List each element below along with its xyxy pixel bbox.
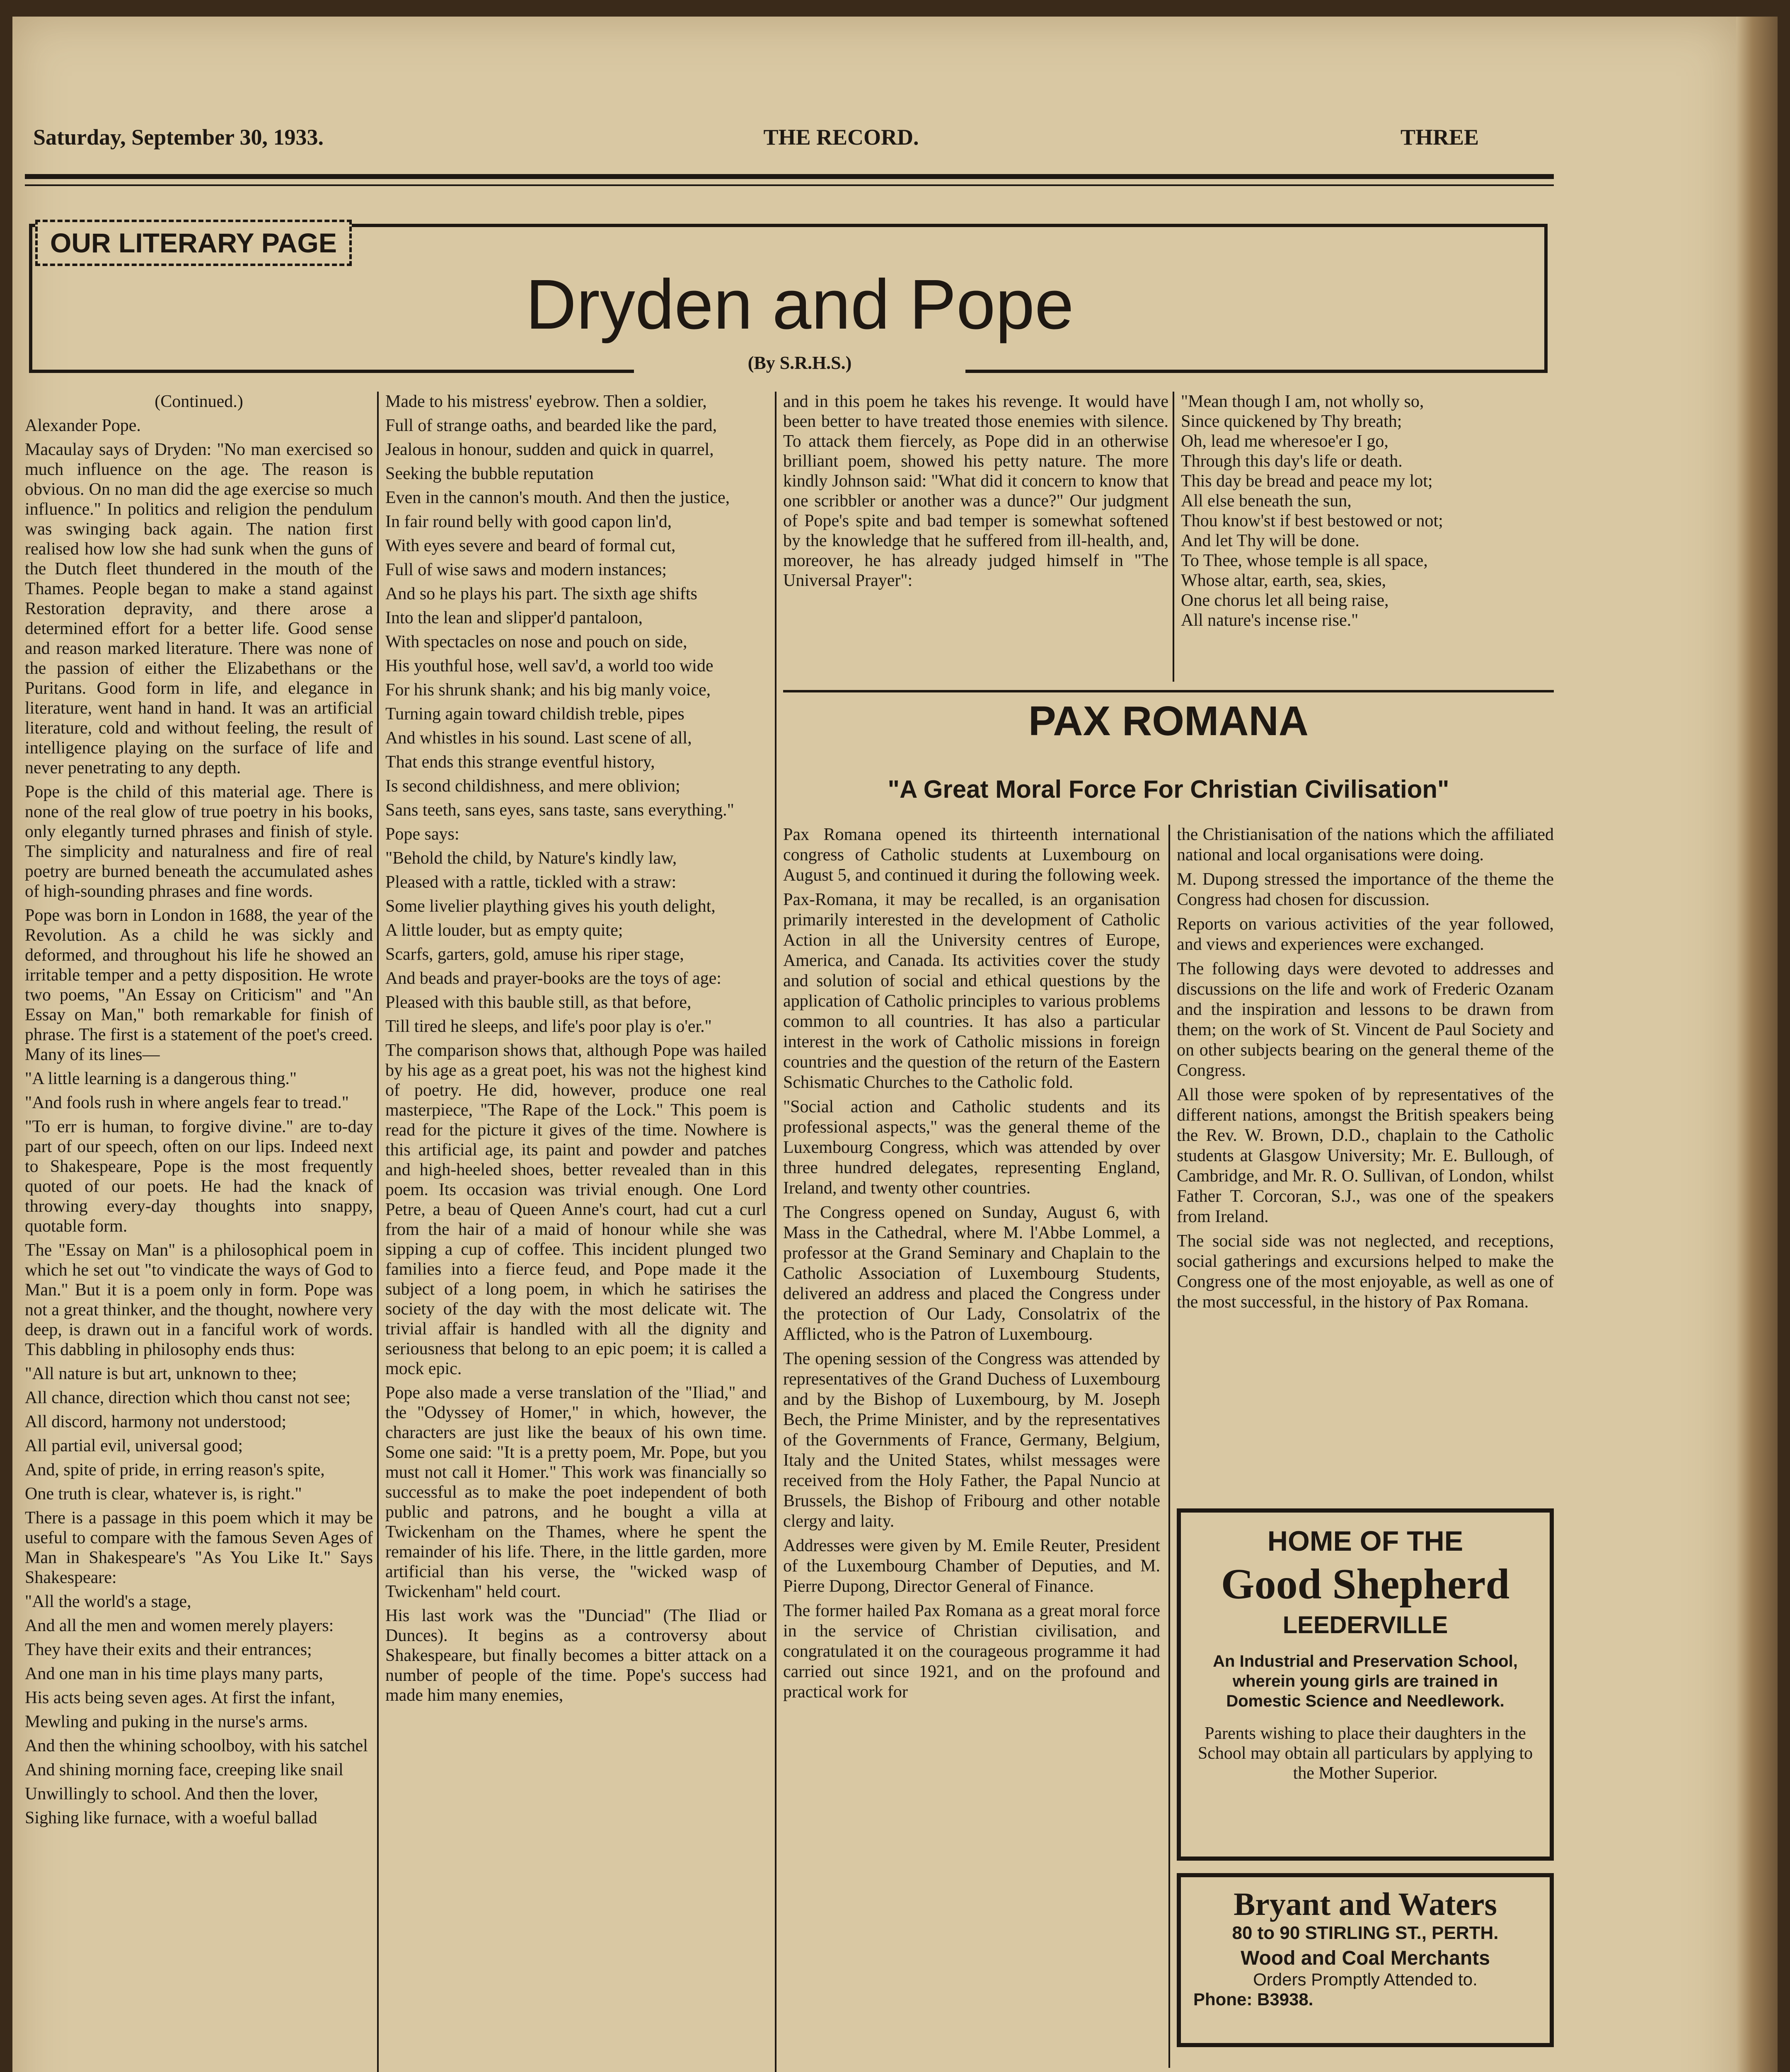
article-paragraph: Pope says: [385, 825, 460, 844]
poem-line: Through this day's life or death. [1181, 452, 1403, 471]
poem-line: All nature's incense rise." [1181, 611, 1359, 630]
article-paragraph: "All the world's a stage, [25, 1592, 191, 1611]
article-paragraph: And then the whining schoolboy, with his satchel [25, 1736, 368, 1755]
newspaper-page [12, 17, 1736, 2072]
article-paragraph: Pope was born in London in 1688, the year of the Revolution. As a child he was sickly and deformed, and throughout his life he showed an irritable temper and a petty disposition. He wrote two poems, "An Essay on Criticism" and "An Essay on Man," both remarkable for finish of phrase. The first is a statement of the poet's creed. Many of its lines— [25, 906, 373, 1064]
column-rule-3 [1173, 392, 1174, 682]
shepherd-line1: HOME OF THE [1267, 1525, 1463, 1557]
article-paragraph: "And fools rush in where angels fear to tread." [25, 1093, 349, 1112]
main-title: Dryden and Pope [525, 265, 1074, 344]
header-rule-2 [25, 184, 1554, 186]
article-paragraph: One truth is clear, whatever is, is right." [25, 1484, 302, 1503]
pax-column-rule [1168, 825, 1170, 2068]
pax-paragraph: The social side was not neglected, and receptions, social gatherings and excursions helped to make the Congress one of the most enjoyable, as well as one of the most successful, in the history of Pax Romana. [1177, 1232, 1554, 1312]
column-1 [25, 392, 373, 2072]
article-paragraph: "All nature is but art, unknown to thee; [25, 1364, 297, 1383]
article-paragraph: Scarfs, garters, gold, amuse his riper stage, [385, 945, 684, 964]
article-paragraph: And one man in his time plays many parts, [25, 1664, 323, 1683]
pax-paragraph: The former hailed Pax Romana as a great moral force in the service of Christian civilisation, and congratulated it on the courageous programme it had carried out since 1921, and on the profound and practical work for [783, 1601, 1160, 1702]
article-paragraph: Sighing like furnace, with a woeful ballad [25, 1808, 317, 1828]
article-paragraph: "A little learning is a dangerous thing." [25, 1069, 297, 1088]
poem-line: Oh, lead me wheresoe'er I go, [1181, 432, 1388, 451]
article-paragraph: And all the men and women merely players: [25, 1616, 334, 1635]
article-paragraph: Unwillingly to school. And then the lover, [25, 1784, 318, 1803]
article-paragraph: His last work was the "Dunciad" (The Iliad or Dunces). It begins as a controversy about Shakespeare, but finally becomes a bitter attack on a number of people of the time. Pope's success had made him many enemies, [385, 1606, 767, 1705]
poem-line: One chorus let all being raise, [1181, 591, 1389, 610]
article-paragraph: The comparison shows that, although Pope was hailed by his age as a great poet, his was not the highest kind of poetry. He did, however, produce one real masterpiece, "The Rape of the Lock." This poem is read for the picture it gives of the time. Nowhere is this artificial age, its paint and powder and patches and high-heeled shoes, better revealed than in this poem. Its occasion was trivial enough. One Lord Petre, a beau of Queen Anne's court, had cut a curl from the hair of a maid of honour while she was sipping a cup of coffee. This incident plunged two families into a fierce feud, and Pope made it the subject of a long poem, in which he satirises the society of the day with the most delicate wit. The trivial affair is handled with all the dignity and seriousness that belong to an epic poem; it is called a mock epic. [385, 1041, 767, 1378]
article-paragraph: Full of strange oaths, and bearded like the pard, [385, 416, 717, 435]
pax-paragraph: The Congress opened on Sunday, August 6, with Mass in the Cathedral, where M. l'Abbe Lommel, a professor at the Grand Seminary and Chaplain to the Catholic Association of Luxembourg Students, delivered an address and placed the Congress under the protection of Our Lady, Consolatrix of the Afflicted, who is the Patron of Luxembourg. [783, 1203, 1160, 1344]
pax-paragraph: Reports on various activities of the year followed, and views and experiences were exchanged. [1177, 915, 1554, 954]
shepherd-line2: Good Shepherd [1221, 1560, 1510, 1608]
header-paper: THE RECORD. [763, 125, 919, 150]
article-paragraph: Some livelier plaything gives his youth delight, [385, 897, 716, 916]
article-paragraph: Is second childishness, and mere oblivion; [385, 777, 680, 796]
article-paragraph: All partial evil, universal good; [25, 1436, 243, 1455]
article-paragraph: "Behold the child, by Nature's kindly law, [385, 849, 677, 868]
column-2 [385, 392, 767, 2072]
article-paragraph: His acts being seven ages. At first the infant, [25, 1688, 335, 1707]
article-paragraph: All discord, harmony not understood; [25, 1412, 287, 1431]
article-paragraph: Seeking the bubble reputation [385, 464, 594, 483]
pax-title: PAX ROMANA [1028, 698, 1309, 744]
poem-line: All else beneath the sun, [1181, 491, 1352, 511]
article-paragraph: And whistles in his sound. Last scene of all, [385, 729, 692, 748]
column-1-body [25, 416, 373, 1828]
binding-spine [1736, 17, 1778, 2072]
column-2-body [385, 392, 767, 1705]
column-rule-2 [775, 392, 776, 2072]
section-label: OUR LITERARY PAGE [35, 220, 352, 266]
byline: (By S.R.H.S.) [634, 352, 965, 373]
article-paragraph: Made to his mistress' eyebrow. Then a soldier, [385, 392, 707, 411]
column-3-body [783, 392, 1168, 591]
article-paragraph: Till tired he sleeps, and life's poor play is o'er." [385, 1017, 712, 1036]
pax-paragraph: the Christianisation of the nations which the affiliated national and local organisations were doing. [1177, 825, 1554, 864]
pax-paragraph: Pax-Romana, it may be recalled, is an organisation primarily interested in the development of Catholic Action in all the University centres of Europe, America, and Canada. Its activities cover the study and solution of social and ethical questions by the application of Catholic principles to various problems common to all countries. It has also a particular interest in the work of Catholic missions in foreign countries and the question of the return of the Eastern Schismatic Churches to the Catholic fold. [783, 890, 1160, 1092]
poem-line: And let Thy will be done. [1181, 531, 1359, 550]
pax-paragraph: "Social action and Catholic students and its professional aspects," was the general theme of the Luxembourg Congress, which was attended by over three hundred delegates, representing England, Ireland, and twenty other countries. [783, 1097, 1160, 1198]
poem-line: This day be bread and peace my lot; [1181, 472, 1433, 491]
poem-line: "Mean though I am, not wholly so, [1181, 392, 1424, 411]
article-paragraph: Pope is the child of this material age. There is none of the real glow of true poetry in his books, only elegantly turned phrases and finish of style. The simplicity and naturalness and fire of real poetry are burned beneath the accumulated ashes of high-sounding phrases and fine words. [25, 782, 373, 901]
column-4-top [1181, 392, 1554, 682]
article-paragraph: Full of wise saws and modern instances; [385, 560, 667, 579]
article-paragraph: And beads and prayer-books are the toys of age: [385, 969, 721, 988]
article-paragraph: and in this poem he takes his revenge. It would have been better to have treated those enemies with silence. To attack them fiercely, as Pope did in an otherwise brilliant poem, showed his petty nature. The more kindly Johnson said: "What did it concern to know that one scribbler or another was a dunce?" Our judgment of Pope's spite and bad temper is somewhat softened by the knowledge that he suffered from ill-health, and, moreover, he has already judged himself in "The Universal Prayer": [783, 392, 1168, 590]
article-paragraph: That ends this strange eventful history, [385, 753, 655, 772]
article-paragraph: There is a passage in this poem which it may be useful to compare with the famous Seven Ages of Man in Shakespeare's "As You Like It." Says Shakespeare: [25, 1508, 373, 1587]
article-paragraph: Macaulay says of Dryden: "No man exercised so much influence on the age. The reason is obvious. On no man did the age exercise so much influence." In politics and religion the pendulum was swinging back again. The nation first realised how low she had sunk when the guns of the Dutch fleet thundered in the mouth of the Thames. People began to make a stand against Restoration depravity, and there arose a determined effort for a better life. Good sense and reason marked literature. There was none of the passion of either the Elizabethans or the Puritans. Good form in life, and elegance in literature, went hand in hand. It was an artificial literature, cold and without feeling, the result of intelligence playing on the surface of life and never penetrating to any depth. [25, 440, 373, 777]
article-paragraph: All chance, direction which thou canst not see; [25, 1388, 351, 1407]
header-page: THREE [1401, 125, 1479, 150]
pax-column-a-body [783, 825, 1160, 1702]
article-paragraph: And shining morning face, creeping like snail [25, 1760, 343, 1779]
article-paragraph: With eyes severe and beard of formal cut, [385, 536, 676, 555]
bryant-name: Bryant and Waters [1234, 1886, 1497, 1922]
pax-paragraph: The following days were devoted to addresses and discussions on the life and work of Frederic Ozanam and the inspiration and lessons to be drawn from them; on the work of St. Vincent de Paul Society and on other subjects bearing on the general theme of the Congress. [1177, 959, 1554, 1080]
ad-bryant-waters [1177, 1873, 1554, 2047]
bryant-address: 80 to 90 STIRLING ST., PERTH. [1232, 1923, 1499, 1943]
pax-paragraph: M. Dupong stressed the importance of the theme the Congress had chosen for discussion. [1177, 870, 1554, 909]
poem-line: Whose altar, earth, sea, skies, [1181, 571, 1386, 590]
article-paragraph: Jealous in honour, sudden and quick in quarrel, [385, 440, 714, 459]
column-3-top [783, 392, 1168, 682]
poem-line: Thou know'st if best bestowed or not; [1181, 511, 1443, 530]
bryant-line2: Orders Promptly Attended to. [1253, 1970, 1478, 1989]
article-paragraph: In fair round belly with good capon lin'd, [385, 512, 672, 531]
article-paragraph: Even in the cannon's mouth. And then the justice, [385, 488, 730, 507]
bryant-phone: Phone: B3938. [1193, 1990, 1313, 2009]
article-paragraph: For his shrunk shank; and his big manly voice, [385, 680, 711, 700]
continued-label: (Continued.) [155, 392, 243, 411]
article-paragraph: And so he plays his part. The sixth age shifts [385, 584, 697, 603]
universal-prayer-poem [1181, 392, 1554, 630]
ad-good-shepherd [1177, 1508, 1554, 1861]
pax-paragraph: The opening session of the Congress was attended by representatives of the Grand Duchess of Luxembourg and by the Bishop of Luxembourg, by M. Joseph Bech, the Prime Minister, and by the representatives of the Governments of France, Germany, Belgium, Italy and the United States, whilst messages were received from the Holy Father, the Papal Nuncio at Brussels, the Bishop of Fribourg and other notable clergy and laity. [783, 1349, 1160, 1531]
pax-column-a [783, 825, 1160, 2072]
article-paragraph: "To err is human, to forgive divine." are to-day part of our speech, often on our lips. Indeed next to Shakespeare, Pope is the most frequently quoted of our poets. He had the knack of throwing every-day thoughts into snappy, quotable form. [25, 1117, 373, 1236]
pax-paragraph: Addresses were given by M. Emile Reuter, President of the Luxembourg Chamber of Deputies, and M. Pierre Dupong, Director General of Finance. [783, 1536, 1160, 1596]
header-rule [25, 174, 1554, 179]
shepherd-line5: Parents wishing to place their daughters in the School may obtain all particulars by applying to the Mother Superior. [1197, 1724, 1533, 1783]
article-paragraph: Sans teeth, sans eyes, sans taste, sans everything." [385, 801, 734, 820]
article-paragraph: Into the lean and slipper'd pantaloon, [385, 608, 643, 627]
article-paragraph: Pope also made a verse translation of the "Iliad," and the "Odyssey of Homer," in which, however, the characters are just like the beaux of his own time. Some one said: "It is a pretty poem, Mr. Pope, but you must not call it Homer." This work was financially so successful as to make the poet independent of both public and patrons, and he bought a villa at Twickenham on the Thames, where he spent the remainder of his life. There, in the little garden, more artificial than his verse, the "wicked wasp of Twickenham" held court. [385, 1383, 767, 1601]
article-paragraph: Alexander Pope. [25, 416, 141, 435]
article-paragraph: And, spite of pride, in erring reason's spite, [25, 1460, 325, 1479]
pax-column-b-body [1177, 825, 1554, 1312]
article-paragraph: His youthful hose, well sav'd, a world too wide [385, 656, 714, 675]
poem-line: Since quickened by Thy breath; [1181, 412, 1402, 431]
shepherd-line4: An Industrial and Preservation School, wherein young girls are trained in Domestic Science and Needlework. [1213, 1652, 1518, 1710]
pax-subtitle: "A Great Moral Force For Christian Civilisation" [888, 775, 1449, 803]
article-paragraph: Pleased with this bauble still, as that before, [385, 993, 692, 1012]
article-paragraph: The "Essay on Man" is a philosophical poem in which he set out "to vindicate the ways of God to Man." But it is a poem only in form. Pope was not a great thinker, and the thought, nowhere very deep, is drawn out in a fanciful work of words. This dabbling in philosophy ends thus: [25, 1241, 373, 1359]
pax-paragraph: All those were spoken of by representatives of the different nations, amongst the British speakers being the Rev. W. Brown, D.D., chaplain to the Catholic students at Glasgow University; Mr. E. Bullough, of Cambridge, and Mr. R. O. Sullivan, of London, whilst Father T. Corcoran, S.J., was one of the speakers from Ireland. [1177, 1085, 1554, 1226]
article-paragraph: Pleased with a rattle, tickled with a straw: [385, 873, 677, 892]
article-paragraph: Turning again toward childish treble, pipes [385, 704, 685, 724]
article-paragraph: Mewling and puking in the nurse's arms. [25, 1712, 308, 1731]
article-paragraph: They have their exits and their entrances; [25, 1640, 312, 1659]
column-rule-1 [377, 392, 379, 2072]
pax-rule [783, 690, 1554, 692]
pax-column-b [1177, 825, 1554, 1446]
header-date: Saturday, September 30, 1933. [33, 125, 324, 150]
article-paragraph: With spectacles on nose and pouch on side, [385, 632, 687, 651]
bryant-line: Wood and Coal Merchants [1241, 1947, 1490, 1969]
shepherd-line3: LEEDERVILLE [1282, 1612, 1448, 1639]
poem-line: To Thee, whose temple is all space, [1181, 551, 1428, 570]
article-paragraph: A little louder, but as empty quite; [385, 921, 623, 940]
pax-paragraph: Pax Romana opened its thirteenth international congress of Catholic students at Luxembourg on August 5, and continued it during the following week. [783, 825, 1160, 885]
